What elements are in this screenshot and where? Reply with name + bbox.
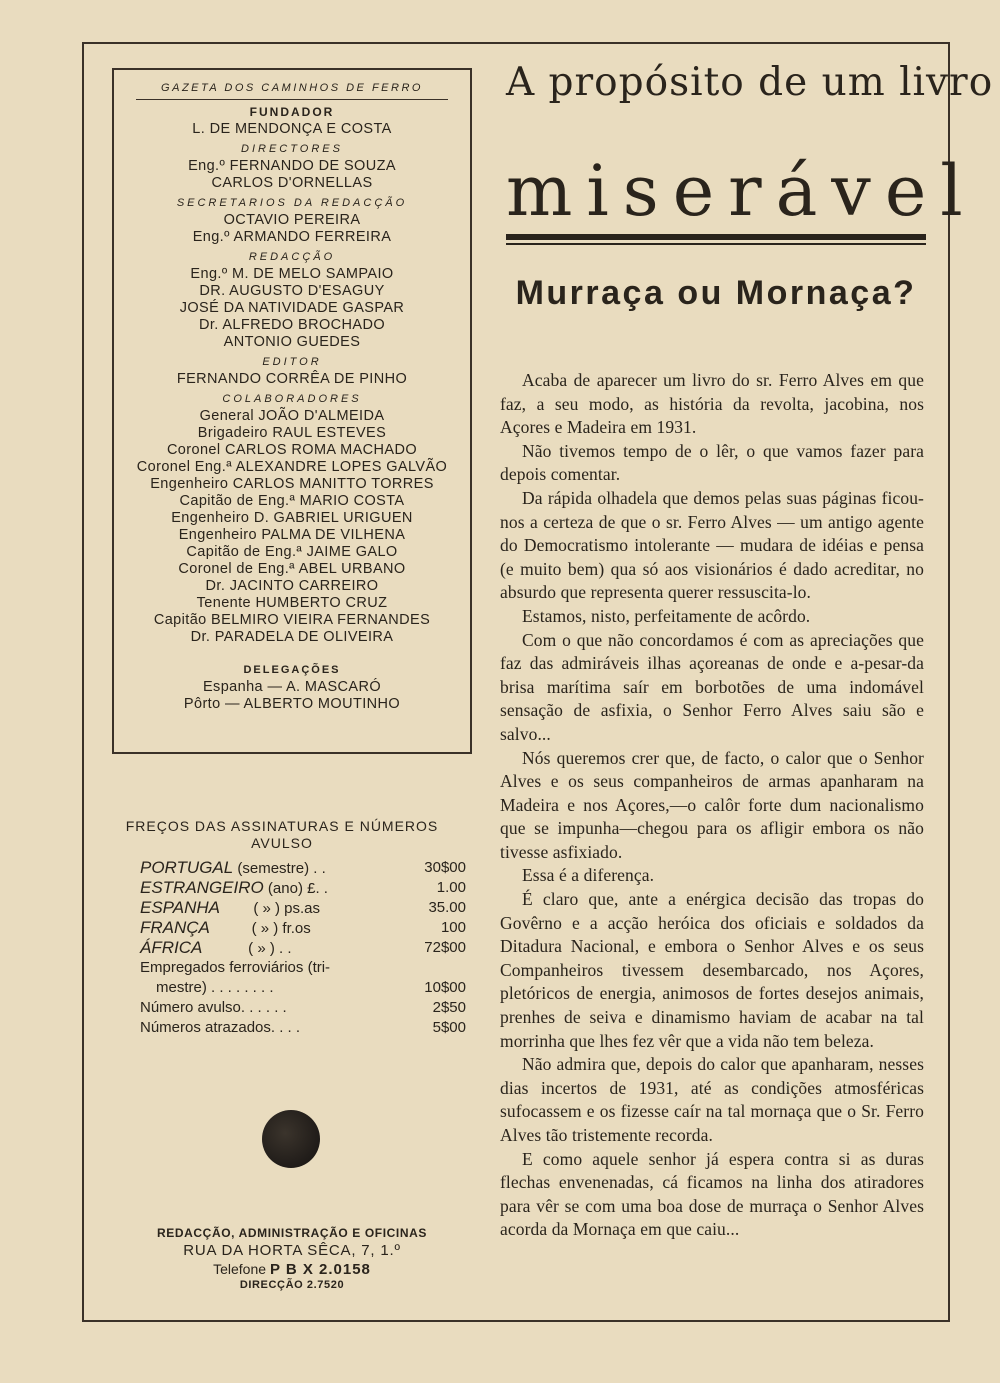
secretarios-label: SECRETARIOS DA REDACÇÃO xyxy=(176,197,408,209)
price-term: ( » ) . . xyxy=(202,940,292,957)
price-term: ( » ) fr.os xyxy=(209,920,311,937)
title-rule-thin xyxy=(506,243,926,245)
article-paragraph: Não tivemos tempo de o lêr, o que vamos fazer para depois comentar. xyxy=(500,440,924,485)
redaccao-name: DR. AUGUSTO D'ESAGUY xyxy=(199,283,385,299)
colaborador-name: Engenheiro CARLOS MANITTO TORRES xyxy=(150,476,434,492)
colaborador-name: Engenheiro PALMA DE VILHENA xyxy=(178,527,406,543)
price-empregados-2: mestre) . . . . . . . . xyxy=(156,979,274,996)
price-region: FRANÇA xyxy=(140,918,210,937)
title-rule-thick xyxy=(506,234,926,240)
price-row xyxy=(140,978,466,998)
masthead: GAZETA DOS CAMINHOS DE FERRO xyxy=(136,80,448,100)
price-term: (ano) £. . xyxy=(263,880,328,897)
price-row xyxy=(140,958,466,978)
redaccao-name: Dr. ALFREDO BROCHADO xyxy=(198,317,386,333)
price-value: 5$00 xyxy=(432,1019,466,1036)
delegacao-name: Pôrto — ALBERTO MOUTINHO xyxy=(183,696,401,712)
redaccao-name: Eng.º M. DE MELO SAMPAIO xyxy=(190,266,394,282)
article-paragraph: É claro que, ante a enérgica decisão das tropas do Govêrno e a acção heróica dos oficiais e soldados da Ditadura Nacional, e embora o Senhor Alves e os seus Companheiros tivessem desembarcado, nos Açores, pletóricos de energia, animosos de fortes desejos animais, prenhes de seiva e dinamismo haviam de acabar na tal morrinha que lhes fez vêr que a vida não tem beleza. xyxy=(500,889,924,1051)
article-paragraph: Não admira que, depois do calor que apanharam, nesses dias incertos de 1931, até as condições atmosféricas sufocassem e os fizesse caír na tal mornaça que o Sr. Ferro Alves tão tristemente recorda. xyxy=(500,1054,924,1145)
redaccao-name: ANTONIO GUEDES xyxy=(223,334,361,350)
price-value: 2$50 xyxy=(432,999,466,1016)
price-atrazados: Números atrazados. . . . xyxy=(140,1019,301,1036)
colaboradores-label: COLABORADORES xyxy=(222,393,362,405)
redaccao-name: JOSÉ DA NATIVIDADE GASPAR xyxy=(179,300,405,316)
price-avulso: Número avulso. . . . . . xyxy=(140,999,287,1016)
address-line-2: RUA DA HORTA SÊCA, 7, 1.º xyxy=(183,1242,401,1259)
prices-title: FREÇOS DAS ASSINATURAS E NÚMEROS AVULSO xyxy=(125,818,439,851)
phone-label: Telefone xyxy=(213,1261,267,1277)
fundador-label: FUNDADOR xyxy=(249,105,335,119)
price-region: PORTUGAL xyxy=(140,858,234,877)
article-kicker: A propósito de um livro xyxy=(506,60,994,105)
colaborador-name: Coronel Eng.ª ALEXANDRE LOPES GALVÃO xyxy=(136,459,448,475)
price-row xyxy=(140,918,466,938)
article-paragraph: Essa é a diferença. xyxy=(522,865,655,886)
direccao-line: DIRECÇÃO 2.7520 xyxy=(239,1279,345,1291)
address-block xyxy=(112,1226,472,1291)
price-empregados-1: Empregados ferroviários (tri- xyxy=(140,959,331,976)
colaborador-name: Capitão BELMIRO VIEIRA FERNANDES xyxy=(153,612,431,628)
price-region: ESPANHA xyxy=(140,898,220,917)
price-row xyxy=(140,938,466,958)
price-region: ESTRANGEIRO xyxy=(140,878,264,897)
price-row xyxy=(140,858,466,878)
editor-name: FERNANDO CORRÊA DE PINHO xyxy=(176,371,408,387)
colaborador-name: Dr. PARADELA DE OLIVEIRA xyxy=(190,629,394,645)
price-value: 30$00 xyxy=(424,859,466,876)
price-row xyxy=(140,998,466,1018)
phone-line xyxy=(112,1261,472,1278)
colaborador-name: Tenente HUMBERTO CRUZ xyxy=(196,595,388,611)
article-paragraph: Acaba de aparecer um livro do sr. Ferro Alves em que faz, a seu modo, as história da revolta, jacobina, nos Açores e Madeira em 1931. xyxy=(500,370,924,438)
colaborador-name: Capitão de Eng.ª MARIO COSTA xyxy=(179,493,405,509)
price-value: 100 xyxy=(440,919,466,936)
secretario-name: Eng.º ARMANDO FERREIRA xyxy=(192,229,392,245)
secretario-name: OCTAVIO PEREIRA xyxy=(223,212,361,228)
colaborador-name: Brigadeiro RAUL ESTEVES xyxy=(197,425,387,441)
article-title: miserável xyxy=(506,150,977,232)
article-paragraph: Estamos, nisto, perfeitamente de acôrdo. xyxy=(522,605,811,626)
price-value: 72$00 xyxy=(424,939,466,956)
colaborador-name: Coronel de Eng.ª ABEL URBANO xyxy=(178,561,406,577)
delegacoes-label: DELEGAÇÕES xyxy=(243,664,341,676)
address-line-1: REDACÇÃO, ADMINISTRAÇÃO E OFICINAS xyxy=(157,1226,427,1240)
colaborador-name: Coronel CARLOS ROMA MACHADO xyxy=(166,442,418,458)
colaborador-name: General JOÃO D'ALMEIDA xyxy=(199,408,385,424)
editor-label: EDITOR xyxy=(262,356,322,368)
price-term: ( » ) ps.as xyxy=(220,900,321,917)
article-body xyxy=(500,369,924,1242)
price-row xyxy=(140,898,466,918)
directores-label: DIRECTORES xyxy=(241,143,343,155)
fundador-name: L. DE MENDONÇA E COSTA xyxy=(192,121,392,137)
article-paragraph: E como aquele senhor já espera contra si as duras flechas envenenadas, cá ficamos na linha dos atiradores para vêr se com uma boa dose de murraça o Senhor Alves acorda da Mornaça em que caiu... xyxy=(500,1148,924,1240)
colaborador-name: Dr. JACINTO CARREIRO xyxy=(205,578,379,594)
redaccao-label: REDACÇÃO xyxy=(248,251,336,263)
price-term: (semestre) . . xyxy=(233,860,326,877)
director-name: CARLOS D'ORNELLAS xyxy=(211,175,373,191)
article-paragraph: Com o que não concordamos é com as apreciações que faz das admiráveis ilhas açoreanas de onde e a-pesar-da brisa marítima saír em borbotões de uma indomável sensação de asfixia, o Senhor Ferro Alves saiu são e salvo... xyxy=(500,629,924,744)
article-paragraph: Nós queremos crer que, de facto, o calor que o Senhor Alves e os seus companheiros de armas apanharam na Madeira e nos Açores,—o calôr forte dum nacionalismo que se impunha—chegou para os afligir embora os não tivesse asfixiado. xyxy=(500,747,924,862)
price-value: 1.00 xyxy=(436,879,466,896)
colaborador-name: Engenheiro D. GABRIEL URIGUEN xyxy=(171,510,413,526)
article-paragraph: Da rápida olhadela que demos pelas suas páginas ficou-nos a certeza de que o sr. Ferro Alves — um antigo agente do Democratismo intolerante — mudara de idéias e pensa (e muito bem) qua só aos visionários é dado acreditar, no absurdo que representa querer ressuscita-lo. xyxy=(500,487,924,603)
article-subtitle: Murraça ou Mornaça? xyxy=(515,274,917,312)
colaborador-name: Capitão de Eng.ª JAIME GALO xyxy=(186,544,398,560)
price-value: 35.00 xyxy=(428,899,466,916)
director-name: Eng.º FERNANDO DE SOUZA xyxy=(188,158,396,174)
round-seal-icon xyxy=(262,1110,320,1168)
prices-section xyxy=(112,818,472,1038)
staff-box xyxy=(112,68,472,754)
delegacao-name: Espanha — A. MASCARÓ xyxy=(202,679,382,695)
price-row xyxy=(140,1018,466,1038)
price-value: 10$00 xyxy=(424,979,466,996)
price-region: ÁFRICA xyxy=(140,938,203,957)
price-row xyxy=(140,878,466,898)
phone-number: P B X 2.0158 xyxy=(269,1261,371,1278)
